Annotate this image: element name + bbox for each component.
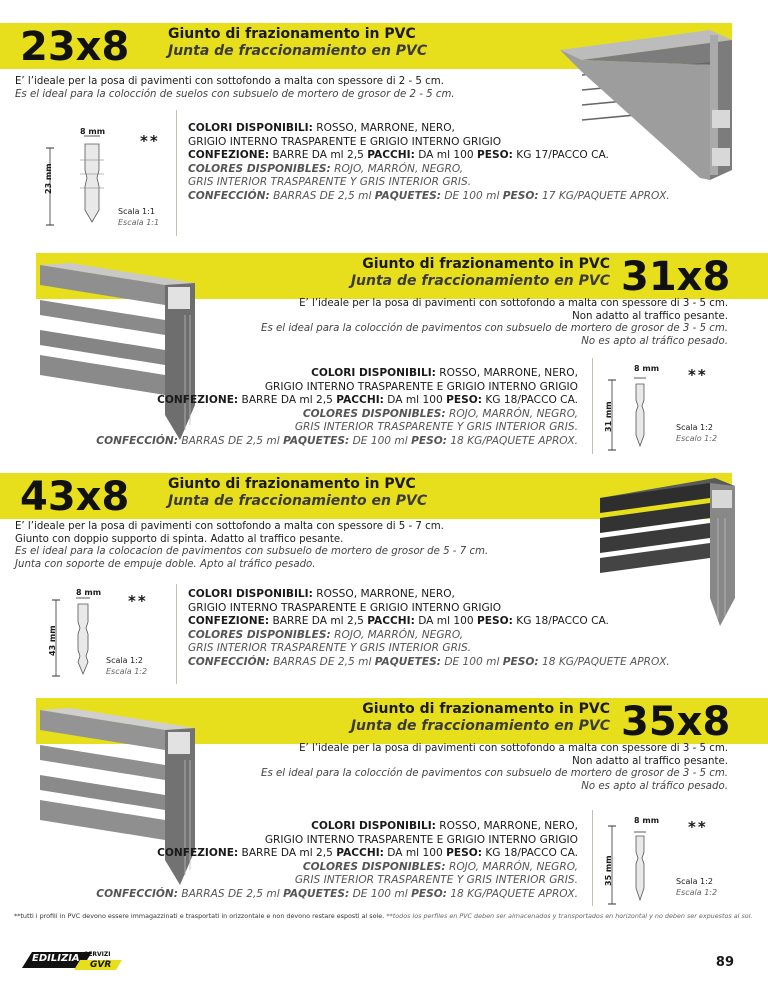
spec-label: PACCHI: xyxy=(336,394,384,407)
spec-label: CONFEZIONE: xyxy=(157,847,239,860)
spec-value: BARRE DA ml 2,5 xyxy=(272,615,364,628)
spec-value: DA ml 100 xyxy=(418,615,474,628)
product-title-it: Giunto di frazionamento in PVC xyxy=(362,256,610,272)
desc-es-line: Es el ideal para la colocción de pavimentos con subsuelo de mortero de grosor de 3 - 5 cm. xyxy=(261,323,728,334)
spec-value: ROSSO, MARRONE, NERO, xyxy=(316,588,455,600)
spec-label: PESO: xyxy=(502,189,539,202)
desc-it-line: E’ l’ideale per la posa di pavimenti con sottofondo a malta con spessore di 3 - 5 cm. xyxy=(299,298,728,309)
stars-note: ** xyxy=(128,592,148,610)
spec-value: DA ml 100 xyxy=(418,149,474,162)
desc-35x8 xyxy=(150,743,728,793)
storage-note xyxy=(14,912,753,920)
spec-label: CONFEZIONE: xyxy=(188,149,270,162)
spec-value: DE 100 ml xyxy=(352,887,408,900)
dim-width-label: 8 mm xyxy=(634,816,660,825)
spec-value: DE 100 ml xyxy=(352,434,408,447)
spec-value: GRIS INTERIOR TRASPARENTE Y GRIS INTERIOR GRIS. xyxy=(188,176,472,189)
spec-label: PESO: xyxy=(477,149,513,162)
spec-label: PESO: xyxy=(502,655,539,668)
spec-value: 18 KG/PAQUETE APROX. xyxy=(450,887,578,900)
product-code: 43x8 xyxy=(20,474,130,520)
spec-value: BARRE DA ml 2,5 xyxy=(241,394,333,407)
spec-value: GRIGIO INTERNO TRASPARENTE E GRIGIO INTERNO GRIGIO xyxy=(264,380,578,393)
desc-31x8 xyxy=(150,298,728,348)
spec-value: GRIGIO INTERNO TRASPARENTE E GRIGIO INTERNO GRIGIO xyxy=(188,601,502,614)
spec-value: ROSSO, MARRONE, NERO, xyxy=(439,367,578,379)
spec-label: PESO: xyxy=(411,887,447,900)
spec-label: COLORI DISPONIBILI: xyxy=(188,122,313,134)
spec-label: COLORI DISPONIBILI: xyxy=(188,588,313,600)
divider xyxy=(176,584,177,684)
spec-label: CONFECCIÓN: xyxy=(96,887,179,900)
desc-23x8 xyxy=(15,76,735,101)
scale-it: Scala 1:2 xyxy=(676,423,713,432)
page-number: 89 xyxy=(715,955,734,970)
dim-width-label: 8 mm xyxy=(80,127,106,136)
spec-label: COLORI DISPONIBILI: xyxy=(311,367,436,379)
spec-value: BARRE DA ml 2,5 xyxy=(272,149,364,162)
logo xyxy=(22,950,132,974)
spec-label: PAQUETES: xyxy=(283,434,350,447)
spec-value: KG 18/PACCO CA. xyxy=(485,847,578,860)
spec-label: PESO: xyxy=(446,847,482,860)
desc-it-line: Non adatto al traffico pesante. xyxy=(572,755,728,767)
stars-note: ** xyxy=(688,366,708,384)
spec-label: COLORES DISPONIBLES: xyxy=(302,407,446,420)
spec-35x8 xyxy=(60,820,578,902)
spec-label: COLORES DISPONIBLES: xyxy=(302,860,446,873)
product-title-it: Giunto di frazionamento in PVC xyxy=(168,476,416,492)
spec-value: GRIGIO INTERNO TRASPARENTE E GRIGIO INTERNO GRIGIO xyxy=(188,135,502,148)
spec-value: ROSSO, MARRONE, NERO, xyxy=(316,122,455,134)
storage-note-es: **todos los perfiles en PVC deben ser almacenados y transportados en horizontal y no deben ser expuestos al sol. xyxy=(386,912,753,920)
spec-value: 17 KG/PAQUETE APROX. xyxy=(542,189,670,202)
product-title-it: Giunto di frazionamento in PVC xyxy=(362,701,610,717)
spec-value: KG 18/PACCO CA. xyxy=(485,394,578,407)
scale-43x8 xyxy=(106,655,147,677)
desc-43x8 xyxy=(15,521,615,571)
desc-es-line: Es el ideal para la colocción de pavimentos con subsuelo de mortero de grosor de 3 - 5 cm. xyxy=(261,768,728,779)
scale-es: Escala 1:1 xyxy=(118,218,160,227)
desc-es-line: Es el ideal para la colocacion de pavimentos con subsuelo de mortero de grosor de 5 - 7 cm. xyxy=(15,546,489,557)
spec-label: PACCHI: xyxy=(336,847,384,860)
dim-height-label: 35 mm xyxy=(604,855,613,886)
spec-label: PAQUETES: xyxy=(374,189,441,202)
spec-value: KG 17/PACCO CA. xyxy=(516,149,609,162)
divider xyxy=(592,358,593,454)
product-title-es: Junta de fraccionamiento en PVC xyxy=(168,493,428,509)
spec-label: COLORES DISPONIBLES: xyxy=(188,162,331,175)
storage-note-it: **tutti i profili in PVC devono essere immagazzinati e trasportati in orizzontale e non devono restare esposti al sole. xyxy=(14,912,385,920)
spec-value: BARRE DA ml 2,5 xyxy=(241,847,333,860)
dim-height-label: 31 mm xyxy=(604,401,613,432)
spec-43x8 xyxy=(188,588,670,670)
spec-23x8 xyxy=(188,122,670,204)
product-code: 35x8 xyxy=(621,699,731,745)
spec-label: PAQUETES: xyxy=(374,655,441,668)
spec-value: BARRAS DE 2,5 ml xyxy=(181,434,280,447)
spec-value: ROJO, MARRÓN, NEGRO, xyxy=(334,162,464,175)
scale-es: Escalo 1:2 xyxy=(676,434,718,443)
desc-es-line: No es apto al tráfico pesado. xyxy=(581,780,728,792)
scale-it: Scala 1:2 xyxy=(106,656,143,665)
spec-value: ROJO, MARRÓN, NEGRO, xyxy=(448,860,578,873)
spec-value: BARRAS DE 2,5 ml xyxy=(273,189,372,202)
spec-value: DE 100 ml xyxy=(444,189,500,202)
product-title-it: Giunto di frazionamento in PVC xyxy=(168,26,416,42)
spec-value: ROJO, MARRÓN, NEGRO, xyxy=(448,407,578,420)
spec-value: BARRAS DE 2,5 ml xyxy=(181,887,280,900)
spec-value: ROSSO, MARRONE, NERO, xyxy=(439,820,578,832)
spec-label: PESO: xyxy=(477,615,513,628)
scale-it: Scala 1:2 xyxy=(676,877,713,886)
spec-label: CONFECCIÓN: xyxy=(188,655,270,668)
spec-label: PACCHI: xyxy=(367,149,415,162)
dim-width-label: 8 mm xyxy=(76,588,102,597)
spec-value: 18 KG/PAQUETE APROX. xyxy=(450,434,578,447)
spec-label: CONFECCIÓN: xyxy=(188,189,270,202)
spec-value: 18 KG/PAQUETE APROX. xyxy=(542,655,670,668)
desc-es-line: No es apto al tráfico pesado. xyxy=(581,335,728,347)
divider xyxy=(176,110,177,236)
logo-brand: GVR xyxy=(90,960,112,970)
dim-height-label: 43 mm xyxy=(48,625,57,656)
stars-note: ** xyxy=(140,132,160,150)
desc-es-line: Es el ideal para la colocción de suelos con subsuelo de mortero de grosor de 2 - 5 cm. xyxy=(15,88,455,100)
spec-label: PESO: xyxy=(411,434,447,447)
spec-label: COLORI DISPONIBILI: xyxy=(311,820,436,832)
scale-es: Escala 1:2 xyxy=(106,667,148,676)
desc-it-line: E’ l’ideale per la posa di pavimenti con sottofondo a malta con spessore di 5 - 7 cm. xyxy=(15,521,444,532)
desc-it-line: E’ l’ideale per la posa di pavimenti con sottofondo a malta con spessore di 3 - 5 cm. xyxy=(299,743,728,754)
spec-label: COLORES DISPONIBLES: xyxy=(188,628,331,641)
spec-31x8 xyxy=(60,367,578,449)
desc-it-line: Non adatto al traffico pesante. xyxy=(572,310,728,322)
divider xyxy=(592,810,593,906)
product-code: 31x8 xyxy=(621,254,731,300)
product-title-es: Junta de fraccionamiento en PVC xyxy=(350,718,610,734)
spec-value: GRIS INTERIOR TRASPARENTE Y GRIS INTERIOR GRIS. xyxy=(188,642,472,655)
scale-35x8 xyxy=(676,876,717,898)
spec-value: DA ml 100 xyxy=(387,394,443,407)
spec-label: CONFECCIÓN: xyxy=(96,434,179,447)
spec-value: BARRAS DE 2,5 ml xyxy=(273,655,372,668)
spec-value: GRIS INTERIOR TRASPARENTE Y GRIS INTERIOR GRIS. xyxy=(294,421,578,434)
spec-label: CONFEZIONE: xyxy=(157,394,239,407)
scale-es: Escala 1:2 xyxy=(676,888,718,897)
spec-label: PAQUETES: xyxy=(283,887,350,900)
spec-label: CONFEZIONE: xyxy=(188,615,270,628)
desc-it-line: E’ l’ideale per la posa di pavimenti con sottofondo a malta con spessore di 2 - 5 cm. xyxy=(15,76,444,87)
spec-label: PESO: xyxy=(446,394,482,407)
product-title-es: Junta de fraccionamiento en PVC xyxy=(168,43,428,59)
spec-value: KG 18/PACCO CA. xyxy=(516,615,609,628)
spec-value: GRIS INTERIOR TRASPARENTE Y GRIS INTERIOR GRIS. xyxy=(294,874,578,887)
spec-value: DA ml 100 xyxy=(387,847,443,860)
scale-31x8 xyxy=(676,422,717,444)
scale-23x8 xyxy=(118,206,159,228)
spec-value: GRIGIO INTERNO TRASPARENTE E GRIGIO INTERNO GRIGIO xyxy=(264,833,578,846)
dim-width-label: 8 mm xyxy=(634,364,660,373)
desc-es-line: Junta con soporte de empuje doble. Apto al tráfico pesado. xyxy=(15,558,316,570)
spec-value: DE 100 ml xyxy=(444,655,500,668)
logo-sub: SERVIZI xyxy=(84,951,111,958)
scale-it: Scala 1:1 xyxy=(118,207,155,216)
desc-it-line: Giunto con doppio supporto di spinta. Adatto al traffico pesante. xyxy=(15,533,344,545)
product-title-es: Junta de fraccionamiento en PVC xyxy=(350,273,610,289)
dim-height-label: 23 mm xyxy=(44,163,53,194)
product-code: 23x8 xyxy=(20,24,130,70)
spec-label: PACCHI: xyxy=(367,615,415,628)
stars-note: ** xyxy=(688,818,708,836)
spec-value: ROJO, MARRÓN, NEGRO, xyxy=(334,628,464,641)
logo-main: EDILIZIA xyxy=(32,953,80,964)
